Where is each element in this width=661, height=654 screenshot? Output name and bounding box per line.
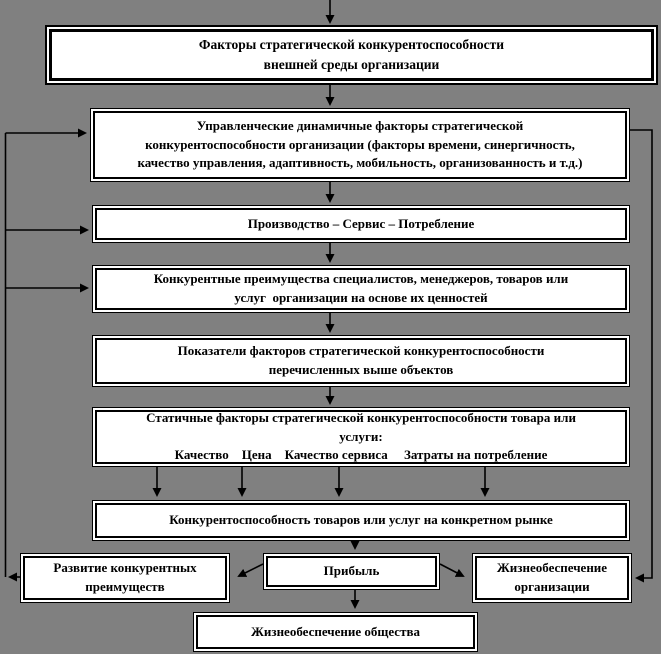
arrowhead — [461, 575, 463, 576]
box-text: Статичные факторы стратегической конкурентоспособности товара или — [146, 409, 576, 425]
box-factor-indicators — [92, 335, 630, 387]
box-text: Качество Цена Качество сервиса Затраты на потребление — [174, 447, 548, 463]
box-text: Конкурентоспособность товаров или услуг на конкретном рынке — [169, 512, 553, 528]
arrow-profit-left — [239, 564, 263, 576]
box-external-strategic-factors — [45, 25, 658, 85]
box-text: Прибыль — [323, 563, 380, 579]
feedback-right-line — [630, 130, 652, 578]
box-text: организации — [514, 579, 590, 594]
box-text: Конкурентные преимущества специалистов, менеджеров, товаров или — [153, 271, 569, 287]
box-text: Производство – Сервис – Потребление — [247, 215, 475, 231]
box-society-life-support — [193, 612, 478, 652]
box-competitive-advantages — [92, 265, 630, 313]
arrow-profit-right — [440, 564, 463, 576]
box-managerial-dynamic-factors — [90, 108, 630, 182]
box-text: конкурентоспособности организации (факторы времени, синергичность, — [145, 136, 575, 152]
box-text: Факторы стратегической конкурентоспособности — [198, 37, 505, 53]
box-advantage-development — [20, 553, 230, 603]
box-text: Жизнеобеспечение общества — [251, 623, 420, 639]
box-profit — [263, 553, 440, 590]
box-text: Управленческие динамичные факторы стратегической — [196, 117, 524, 133]
box-text: Жизнеобеспечение — [496, 560, 608, 576]
box-production-service-consumption — [92, 205, 630, 243]
box-text: перечисленных выше объектов — [268, 362, 454, 377]
box-org-life-support — [472, 553, 632, 603]
box-text: преимуществ — [85, 579, 165, 594]
arrowhead — [239, 575, 241, 576]
box-text: Развитие конкурентных — [53, 560, 197, 576]
box-text: услуг организации на основе их ценностей — [234, 290, 488, 305]
box-text: Показатели факторов стратегической конкурентоспособности — [177, 343, 545, 359]
box-text: внешней среды организации — [263, 57, 440, 72]
box-text: качество управления, адаптивность, мобильность, организованность и т.д.) — [137, 155, 583, 171]
box-static-factors — [92, 407, 630, 467]
box-market-competitiveness — [92, 500, 630, 541]
box-text: услуги: — [339, 428, 383, 444]
